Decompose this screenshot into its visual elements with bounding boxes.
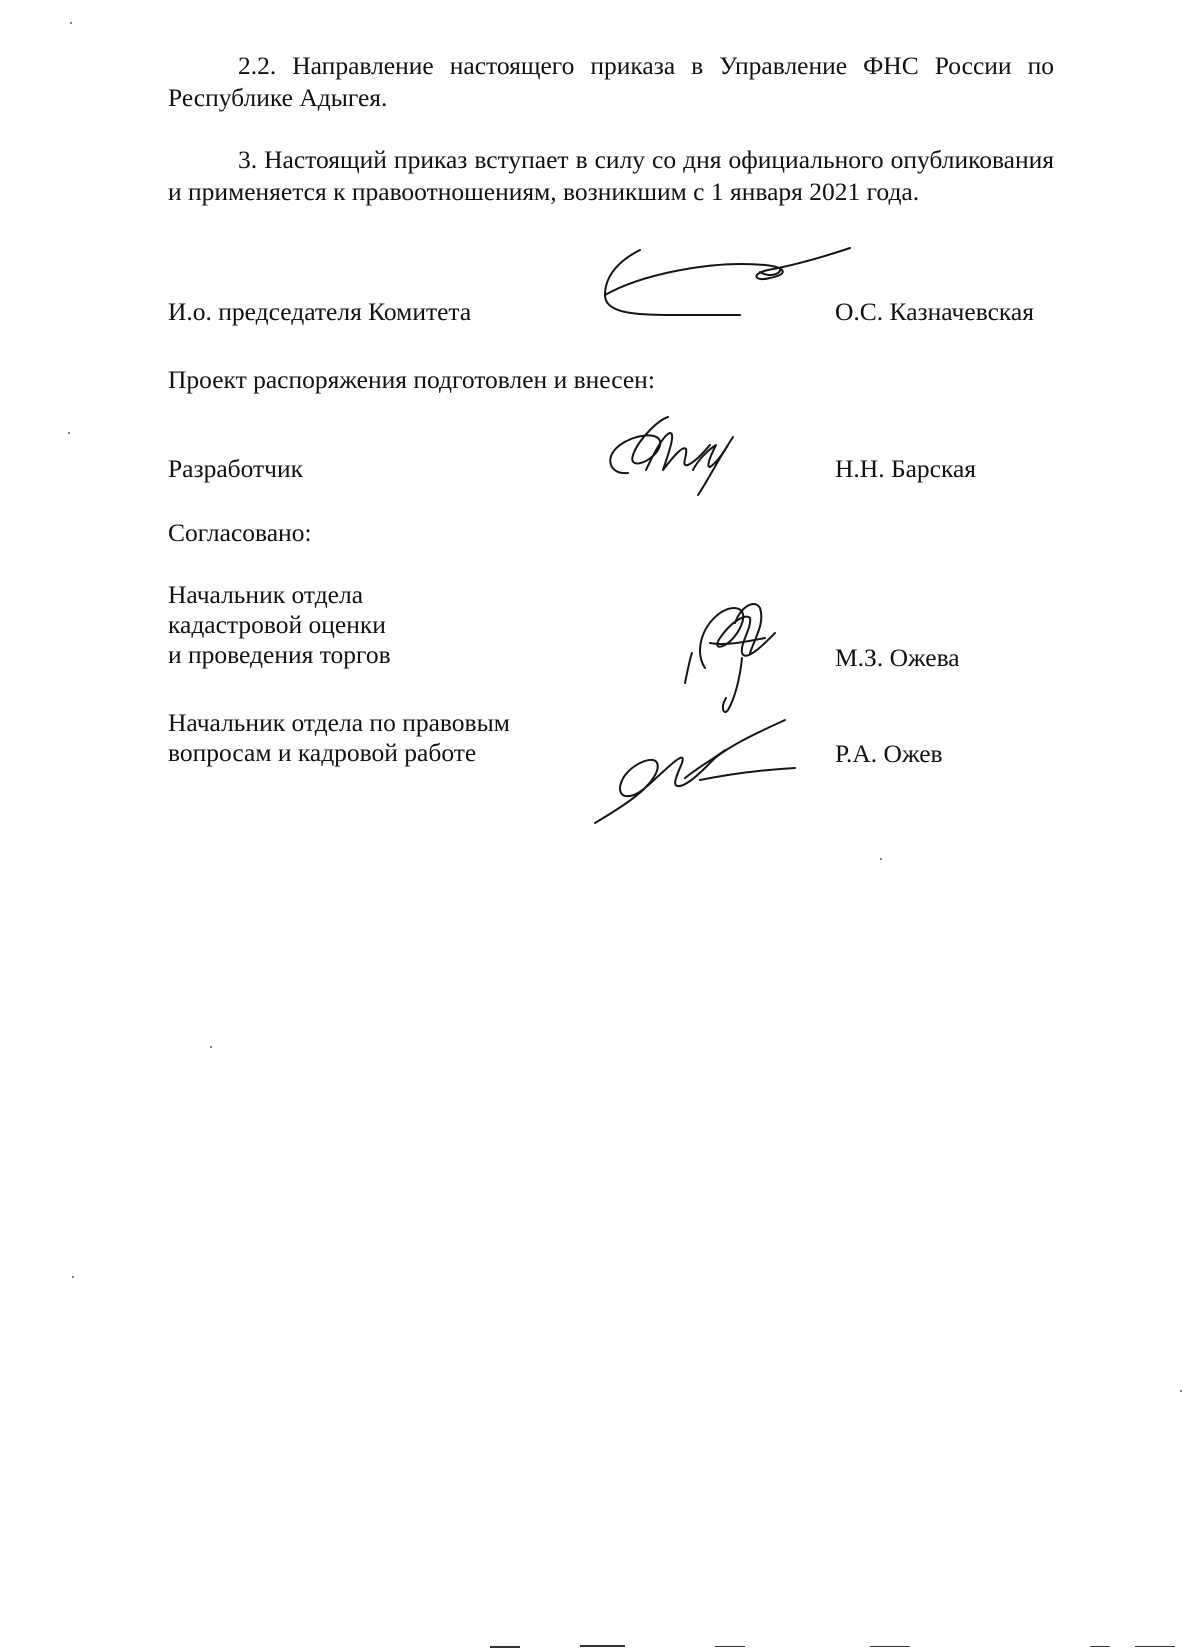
cadastral-head-name: М.З. Ожева: [835, 643, 960, 672]
chairman-signature: [600, 250, 860, 340]
paragraph-3: [168, 144, 1054, 208]
chairman-name: О.С. Казначевская: [835, 297, 1034, 326]
cadastral-head-title-line: и проведения торгов: [168, 640, 391, 669]
scan-mark: [580, 1645, 625, 1647]
scan-speck: [880, 858, 882, 860]
cadastral-head-title-line: Начальник отдела: [168, 580, 364, 609]
legal-head-title-line: Начальник отдела по правовым: [168, 708, 510, 737]
scan-speck: [1180, 1390, 1182, 1392]
developer-title: Разработчик: [168, 454, 304, 483]
paragraph-3-text: 3. Настоящий приказ вступает в силу со дня официального опубликования и применяется к правоотношениям, возникшим с 1 января 2021 года.: [168, 145, 1054, 206]
agreed-label: Согласовано:: [168, 518, 312, 547]
paragraph-2-2-text: 2.2. Направление настоящего приказа в Управление ФНС России по Республике Адыгея.: [168, 51, 1054, 112]
scan-speck: [210, 1046, 212, 1048]
scan-mark: [1135, 1646, 1175, 1647]
paragraph-2-2: [168, 50, 1054, 114]
scan-speck: [72, 1276, 74, 1278]
cadastral-head-signature: [680, 598, 790, 718]
cadastral-head-title: [168, 580, 391, 670]
scan-mark: [870, 1646, 910, 1647]
legal-head-title: [168, 708, 510, 768]
scan-mark: [1090, 1646, 1110, 1647]
legal-head-title-line: вопросам и кадровой работе: [168, 738, 477, 767]
cadastral-head-title-line: кадастровой оценки: [168, 610, 386, 639]
chairman-title: И.о. председателя Комитета: [168, 297, 472, 326]
developer-name: Н.Н. Барская: [835, 454, 977, 483]
scan-speck: [68, 432, 70, 434]
legal-head-name: Р.А. Ожев: [835, 739, 943, 768]
prepared-by-label: Проект распоряжения подготовлен и внесен:: [168, 365, 655, 394]
scan-speck: [70, 22, 72, 24]
legal-head-signature: [590, 718, 800, 828]
scan-mark: [715, 1646, 745, 1647]
scan-mark: [490, 1646, 520, 1648]
developer-signature: [598, 415, 748, 505]
